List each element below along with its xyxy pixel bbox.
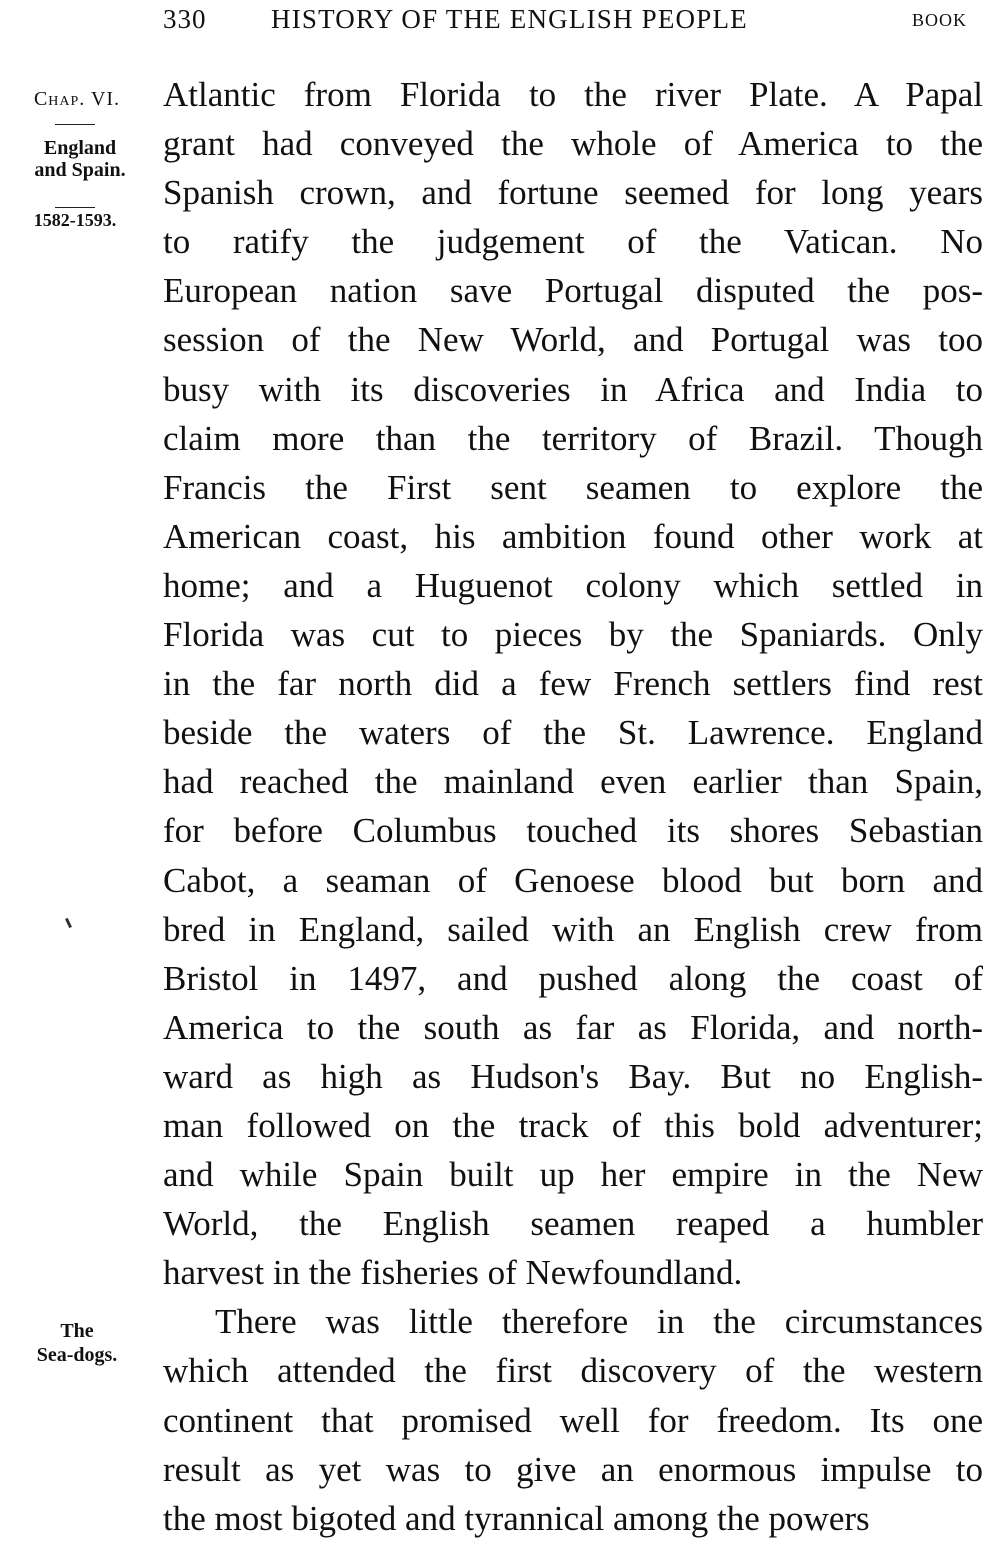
stray-ink-mark: [65, 918, 72, 928]
running-head: [0, 4, 1000, 40]
body-text: [163, 70, 983, 1543]
text-line: Atlantic from Florida to the river Plate. A Papal: [163, 75, 983, 114]
margin-note-section-line: Sea-dogs.: [36, 1344, 118, 1366]
running-title: HISTORY OF THE ENGLISH PEOPLE: [271, 4, 748, 34]
text-line: in the far north did a few French settlers find rest: [163, 664, 983, 704]
book-label: BOOK: [912, 10, 968, 30]
text-line: Francis the First sent seamen to explore the: [163, 467, 983, 507]
margin-note-topic-line: and Spain.: [34, 159, 126, 181]
text-line: result as yet was to give an enormous impulse to: [163, 1449, 983, 1489]
text-line: harvest in the fisheries of Newfoundland.: [163, 1253, 743, 1293]
margin-note-topic: [5, 137, 155, 181]
text-line: claim more than the territory of Brazil. Though: [163, 418, 983, 458]
text-line: World, the English seamen reaped a humbler: [163, 1204, 983, 1244]
page-number: 330: [163, 4, 207, 34]
margin-note-years: 1582-1593.: [33, 210, 117, 230]
text-line: Florida was cut to pieces by the Spaniards. Only: [163, 615, 983, 655]
margin-note-section: [12, 1319, 142, 1367]
chapter-label: Chap. VI.: [33, 88, 121, 110]
text-line: Bristol in 1497, and pushed along the coast of: [163, 958, 983, 998]
text-line: Spanish crown, and fortune seemed for long years: [163, 173, 983, 213]
text-line: to ratify the judgement of the Vatican. No: [163, 222, 983, 262]
margin-divider: [55, 124, 95, 125]
text-line: American coast, his ambition found other work at: [163, 516, 983, 556]
text-line: session of the New World, and Portugal was too: [163, 320, 983, 360]
text-line: home; and a Huguenot colony which settled in: [163, 565, 983, 605]
text-line: ward as high as Hudson's Bay. But no English-: [163, 1056, 983, 1096]
text-line: There was little therefore in the circumstances: [215, 1302, 983, 1342]
text-line: European nation save Portugal disputed the pos-: [163, 271, 983, 311]
margin-note-topic-line: England: [43, 137, 117, 159]
text-line: and while Spain built up her empire in the New: [163, 1155, 983, 1195]
text-line: beside the waters of the St. Lawrence. England: [163, 713, 983, 753]
text-line: had reached the mainland even earlier than Spain,: [163, 762, 983, 802]
text-line: man followed on the track of this bold adventurer;: [163, 1105, 983, 1145]
text-line: America to the south as far as Florida, and north-: [163, 1007, 983, 1047]
text-line: continent that promised well for freedom. Its one: [163, 1400, 983, 1440]
margin-divider: [55, 207, 95, 208]
text-line: grant had conveyed the whole of America to the: [163, 124, 983, 164]
text-line: bred in England, sailed with an English crew from: [163, 909, 983, 949]
text-line: for before Columbus touched its shores Sebastian: [163, 811, 983, 851]
text-line: the most bigoted and tyrannical among the powers: [163, 1498, 870, 1538]
text-line: busy with its discoveries in Africa and India to: [163, 369, 983, 409]
text-line: which attended the first discovery of the western: [163, 1351, 983, 1391]
text-line: Cabot, a seaman of Genoese blood but born and: [163, 860, 983, 900]
margin-note-section-line: The: [60, 1320, 94, 1342]
